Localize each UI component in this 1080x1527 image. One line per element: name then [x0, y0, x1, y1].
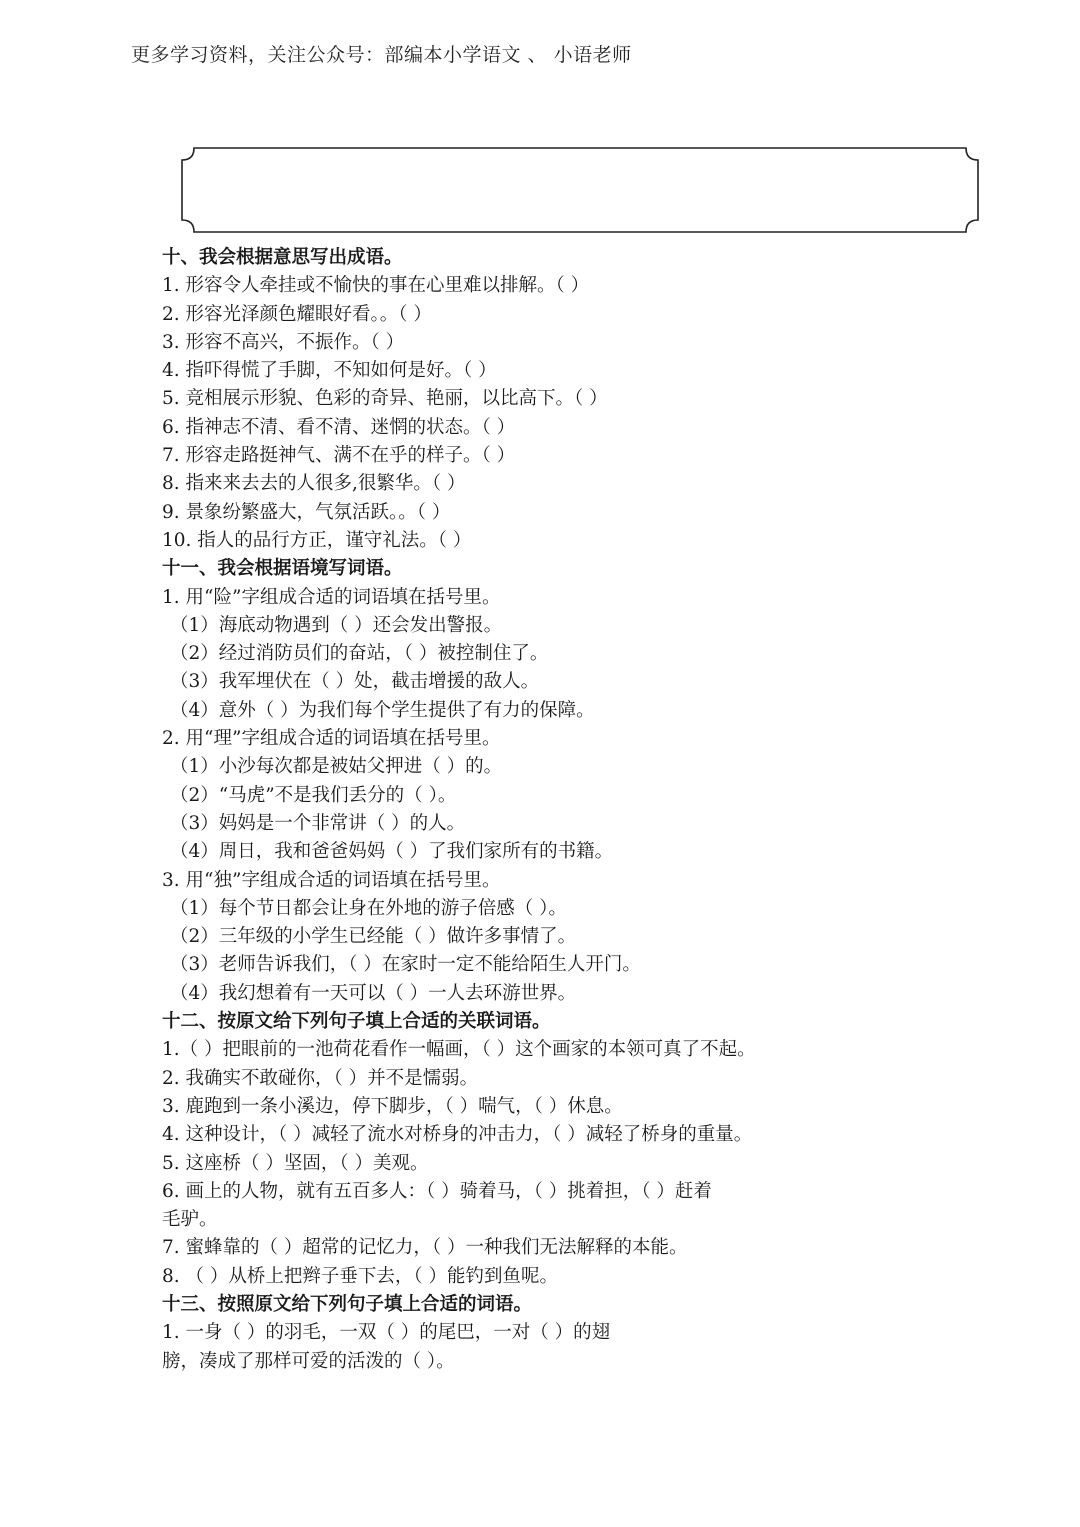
question-line: （4）意外（ ）为我们每个学生提供了有力的保障。: [170, 699, 595, 721]
question-line: 3. 用“独”字组成合适的词语填在括号里。: [162, 869, 501, 891]
question-line: 7. 蜜蜂靠的（ ）超常的记忆力，（ ）一种我们无法解释的本能。: [162, 1237, 688, 1259]
question-line: （2）经过消防员们的奋站，（ ）被控制住了。: [170, 643, 549, 665]
question-line: 6. 画上的人物，就有五百多人：（ ）骑着马，（ ）挑着担，（ ）赶着: [162, 1180, 712, 1202]
section-heading: 十一、我会根据语境写词语。: [162, 558, 403, 580]
question-line: 3. 鹿跑到一条小溪边，停下脚步，（ ）喘气，（ ）休息。: [162, 1095, 623, 1117]
question-line: 1. 形容令人牵挂或不愉快的事在心里难以排解。（ ）: [162, 275, 590, 297]
question-line: （2）三年级的小学生已经能（ ）做许多事情了。: [170, 926, 577, 948]
question-line: 5. 竞相展示形貌、色彩的奇异、艳丽，以比高下。（ ）: [162, 388, 608, 410]
question-line: 6. 指神志不清、看不清、迷惘的状态。（ ）: [162, 416, 516, 438]
question-line: 1. 用“险”字组成合适的词语填在括号里。: [162, 586, 501, 608]
question-line: （1）每个节日都会让身在外地的游子倍感（ ）。: [170, 897, 567, 919]
question-line: 8. （ ）从桥上把辫子垂下去，（ ）能钓到鱼呢。: [162, 1265, 559, 1287]
question-line: （1）小沙每次都是被姑父押进（ ）的。: [170, 756, 503, 778]
question-line: 膀，凑成了那样可爱的活泼的（ ）。: [162, 1350, 455, 1372]
page-header: 更多学习资料，关注公众号：部编本小学语文 、 小语老师: [131, 44, 632, 66]
question-line: 5. 这座桥（ ）坚固，（ ）美观。: [162, 1152, 429, 1174]
question-line: 4. 这种设计，（ ）减轻了流水对桥身的冲击力，（ ）减轻了桥身的重量。: [162, 1124, 753, 1146]
question-line: 1. 一身（ ）的羽毛，一双（ ）的尾巴，一对（ ）的翅: [162, 1322, 611, 1344]
question-line: 7. 形容走路挺神气、满不在乎的样子。（ ）: [162, 445, 516, 467]
question-line: （1）海底动物遇到（ ）还会发出警报。: [170, 614, 503, 636]
question-line: （3）我军埋伏在（ ）处，截击增援的敌人。: [170, 671, 540, 693]
question-line: 9. 景象纷繁盛大，气氛活跃。。（ ）: [162, 501, 451, 523]
question-line: 2. 用“理”字组成合适的词语填在括号里。: [162, 728, 501, 750]
question-line: 8. 指来来去去的人很多,很繁华。（ ）: [162, 473, 466, 495]
question-line: 3. 形容不高兴，不振作。（ ）: [162, 331, 405, 353]
question-line: 4. 指吓得慌了手脚，不知如何是好。（ ）: [162, 360, 497, 382]
question-line: （4）周日，我和爸爸妈妈（ ）了我们家所有的书籍。: [170, 841, 614, 863]
section-heading: 十二、按原文给下列句子填上合适的关联词语。: [162, 1011, 551, 1033]
question-line: （3）妈妈是一个非常讲（ ）的人。: [170, 812, 466, 834]
question-line: 10. 指人的品行方正，谨守礼法。（ ）: [162, 529, 472, 551]
title-frame: [172, 140, 988, 240]
question-line: 2. 形容光泽颜色耀眼好看。。（ ）: [162, 303, 432, 325]
section-heading: 十、我会根据意思写出成语。: [162, 247, 403, 268]
question-line: （2）“马虎”不是我们丢分的（ ）。: [170, 784, 457, 806]
question-line: （4）我幻想着有一天可以（ ）一人去环游世界。: [170, 982, 577, 1004]
worksheet-content: [162, 244, 932, 1376]
section-heading: 十三、按照原文给下列句子填上合适的词语。: [162, 1293, 533, 1315]
question-line: 1.（ ）把眼前的一池荷花看作一幅画，（ ）这个画家的本领可真了不起。: [162, 1039, 756, 1061]
question-line: 毛驴。: [162, 1209, 218, 1231]
question-line: 2. 我确实不敢碰你，（ ）并不是懦弱。: [162, 1067, 479, 1089]
question-line: （3）老师告诉我们，（ ）在家时一定不能给陌生人开门。: [170, 954, 641, 976]
